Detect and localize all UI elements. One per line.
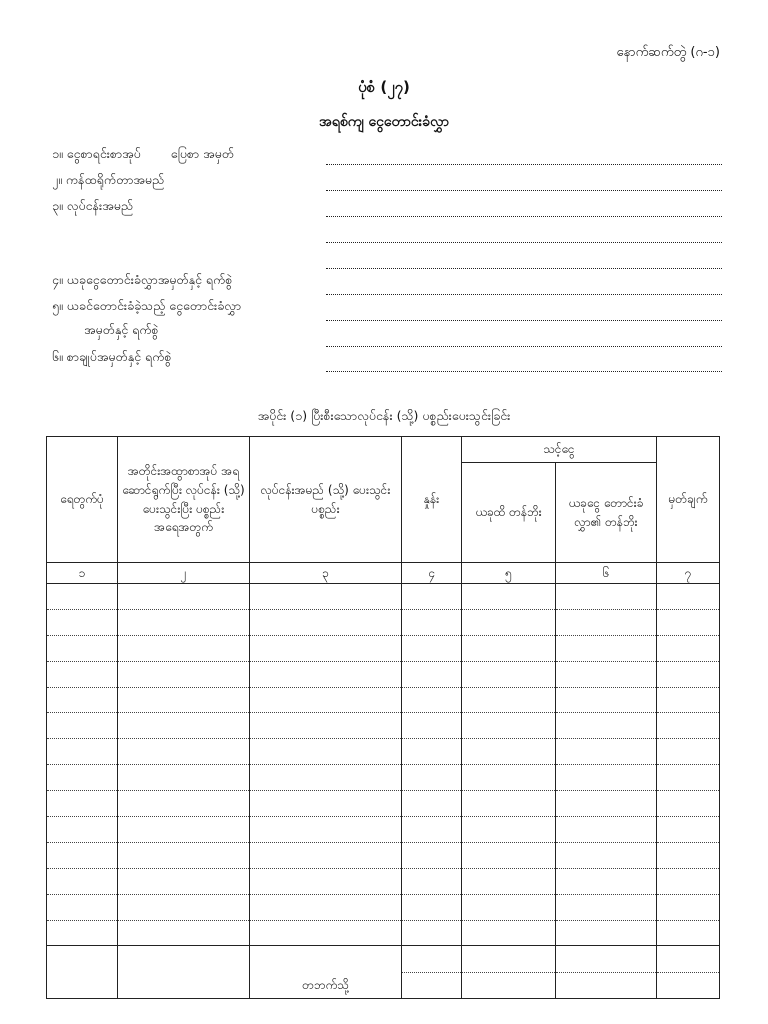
- col-number: ၁: [47, 563, 118, 584]
- table-cell[interactable]: [556, 687, 657, 713]
- bill-table: [46, 436, 720, 999]
- table-cell[interactable]: [47, 894, 118, 920]
- table-cell[interactable]: [47, 868, 118, 894]
- table-cell[interactable]: [250, 791, 402, 817]
- receipt-no-text: ပြေစာ အမှတ်: [170, 146, 234, 161]
- table-cell[interactable]: [657, 687, 720, 713]
- table-cell[interactable]: [47, 609, 118, 635]
- col-header-work-name: လုပ်ငန်းအမည် (သို့) ပေးသွင်းပစ္စည်း: [250, 437, 402, 563]
- table-cell[interactable]: [657, 920, 720, 946]
- table-cell[interactable]: [657, 739, 720, 765]
- table-cell[interactable]: [47, 765, 118, 791]
- table-cell[interactable]: [462, 765, 556, 791]
- field-work-name-line-1[interactable]: [326, 216, 722, 217]
- table-cell[interactable]: [47, 946, 118, 999]
- table-cell[interactable]: [250, 920, 402, 946]
- table-cell[interactable]: [657, 661, 720, 687]
- col-header-rate: နှုန်း: [402, 437, 462, 563]
- table-cell[interactable]: [556, 609, 657, 635]
- table-row: [47, 609, 720, 635]
- table-cell[interactable]: [402, 868, 462, 894]
- table-cell[interactable]: [657, 946, 720, 999]
- table-cell[interactable]: [250, 842, 402, 868]
- table-cell[interactable]: [556, 842, 657, 868]
- table-cell[interactable]: [118, 920, 250, 946]
- field-contractor-line[interactable]: [326, 190, 722, 191]
- table-row: [47, 817, 720, 843]
- table-row: [47, 661, 720, 687]
- table-cell[interactable]: [402, 635, 462, 661]
- table-cell[interactable]: [657, 894, 720, 920]
- table-cell[interactable]: [47, 817, 118, 843]
- table-cell[interactable]: [402, 894, 462, 920]
- table-cell[interactable]: [118, 868, 250, 894]
- table-cell[interactable]: [657, 765, 720, 791]
- form-title: အရစ်ကျ ငွေတောင်းခံလွှာ: [319, 114, 449, 130]
- carry-forward-label: တဘက်သို့: [302, 978, 349, 993]
- table-cell[interactable]: [462, 713, 556, 739]
- table-cell[interactable]: [250, 687, 402, 713]
- part-heading: အပိုင်း (၁) ပြီးစီးသောလုပ်ငန်း (သို့) ပစ္စည်းပေးသွင်းခြင်း: [257, 408, 511, 423]
- col-header-value-this-bill: ယခုငွေ တောင်းခံလွှာ၏ တန်ဘိုး: [556, 463, 657, 563]
- table-cell[interactable]: [657, 791, 720, 817]
- table-cell[interactable]: [657, 842, 720, 868]
- table-cell[interactable]: [657, 817, 720, 843]
- table-cell[interactable]: [118, 661, 250, 687]
- table-cell[interactable]: [47, 713, 118, 739]
- table-cell[interactable]: [250, 765, 402, 791]
- table-cell[interactable]: [250, 584, 402, 610]
- table-cell[interactable]: [118, 791, 250, 817]
- table-cell[interactable]: [402, 609, 462, 635]
- field-work-name-line-2[interactable]: [326, 242, 722, 243]
- col-number: ၇: [657, 563, 720, 584]
- table-row: [47, 894, 720, 920]
- field-previous-bill-label-cont: အမှတ်နှင့် ရက်စွဲ: [84, 322, 159, 337]
- field-current-bill-line[interactable]: [326, 294, 722, 295]
- table-row: [47, 765, 720, 791]
- table-cell[interactable]: [657, 868, 720, 894]
- table-cell[interactable]: [462, 584, 556, 610]
- table-cell[interactable]: [250, 739, 402, 765]
- table-cell: [250, 946, 402, 999]
- table-cell[interactable]: [402, 765, 462, 791]
- table-cell[interactable]: [402, 661, 462, 687]
- table-row: [47, 713, 720, 739]
- col-number: ၃: [250, 563, 402, 584]
- table-row: [47, 687, 720, 713]
- field-work-name-line-3[interactable]: [326, 268, 722, 269]
- field-cashbook-line[interactable]: [326, 164, 722, 165]
- table-cell[interactable]: [462, 868, 556, 894]
- table-cell[interactable]: [250, 661, 402, 687]
- field-previous-bill-label: ၅။ ယခင်တောင်းခံခဲ့သည့် ငွေတောင်းခံလွှာ: [52, 298, 242, 313]
- table-row: [47, 739, 720, 765]
- table-cell[interactable]: [402, 842, 462, 868]
- table-cell[interactable]: [402, 687, 462, 713]
- field-contract-label: ၆။ စာချုပ်အမှတ်နှင့် ရက်စွဲ: [52, 349, 172, 364]
- table-row: [47, 791, 720, 817]
- table-cell[interactable]: [462, 739, 556, 765]
- table-cell[interactable]: [402, 739, 462, 765]
- table-cell[interactable]: [462, 920, 556, 946]
- table-cell[interactable]: [462, 609, 556, 635]
- table-cell[interactable]: [118, 713, 250, 739]
- table-cell[interactable]: [118, 765, 250, 791]
- field-work-name-label: ၃။ လုပ်ငန်းအမည်: [52, 198, 133, 213]
- field-previous-bill-line-2[interactable]: [326, 346, 722, 347]
- col-header-measurement: အတိုင်းအထွာစာအုပ် အရဆောင်ရွက်ပြီး လုပ်ငန်း (သို့) ပေးသွင်းပြီး ပစ္စည်းအရေအတွက်: [118, 437, 250, 563]
- field-contractor-label: ၂။ ကန်ထရိုက်တာအမည်: [52, 172, 165, 187]
- table-cell[interactable]: [556, 584, 657, 610]
- table-cell[interactable]: [556, 661, 657, 687]
- column-number-row: [47, 563, 720, 584]
- col-header-remarks: မှတ်ချက်: [657, 437, 720, 563]
- table-cell[interactable]: [556, 920, 657, 946]
- table-cell[interactable]: [118, 842, 250, 868]
- table-cell[interactable]: [118, 635, 250, 661]
- table-cell[interactable]: [462, 791, 556, 817]
- table-cell[interactable]: [250, 868, 402, 894]
- table-cell[interactable]: [657, 713, 720, 739]
- table-cell[interactable]: [556, 894, 657, 920]
- table-cell[interactable]: [118, 894, 250, 920]
- table-cell[interactable]: [118, 739, 250, 765]
- table-cell[interactable]: [402, 791, 462, 817]
- table-cell[interactable]: [47, 661, 118, 687]
- cashbook-text: ၁။ ငွေစာရင်းစာအုပ်: [52, 146, 141, 161]
- table-cell[interactable]: [556, 791, 657, 817]
- field-contract-line[interactable]: [326, 371, 722, 372]
- table-cell[interactable]: [556, 635, 657, 661]
- table-cell[interactable]: [556, 713, 657, 739]
- table-cell[interactable]: [657, 635, 720, 661]
- table-cell[interactable]: [462, 894, 556, 920]
- table-cell[interactable]: [556, 946, 657, 999]
- table-cell[interactable]: [462, 946, 556, 999]
- table-cell[interactable]: [250, 713, 402, 739]
- col-header-amount: သင့်ငွေ: [462, 437, 657, 463]
- col-header-date: ရေတွက်ပုံ: [47, 437, 118, 563]
- table-cell[interactable]: [657, 584, 720, 610]
- col-number: ၄: [402, 563, 462, 584]
- table-cell[interactable]: [556, 739, 657, 765]
- table-cell[interactable]: [118, 609, 250, 635]
- table-cell[interactable]: [402, 946, 462, 999]
- table-cell[interactable]: [250, 635, 402, 661]
- table-cell[interactable]: [657, 609, 720, 635]
- table-cell[interactable]: [47, 739, 118, 765]
- field-cashbook-label: [52, 146, 234, 165]
- table-cell[interactable]: [402, 584, 462, 610]
- table-cell[interactable]: [47, 635, 118, 661]
- table-cell[interactable]: [556, 868, 657, 894]
- col-number: ၂: [118, 563, 250, 584]
- table-cell[interactable]: [462, 635, 556, 661]
- table-cell[interactable]: [556, 817, 657, 843]
- table-row: [47, 868, 720, 894]
- table-cell[interactable]: [47, 920, 118, 946]
- carry-forward-row: [47, 946, 720, 999]
- table-cell[interactable]: [47, 584, 118, 610]
- table-cell[interactable]: [462, 661, 556, 687]
- col-number: ၆: [556, 563, 657, 584]
- field-current-bill-label: ၄။ ယခုငွေတောင်းခံလွှာအမှတ်နှင့် ရက်စွဲ: [52, 272, 233, 287]
- form-number: ပုံစံ (၂၇): [358, 78, 410, 96]
- table-cell[interactable]: [118, 817, 250, 843]
- table-cell[interactable]: [462, 687, 556, 713]
- table-cell[interactable]: [462, 842, 556, 868]
- table-cell[interactable]: [250, 894, 402, 920]
- table-cell[interactable]: [402, 713, 462, 739]
- table-cell[interactable]: [402, 817, 462, 843]
- table-cell[interactable]: [402, 920, 462, 946]
- table-cell[interactable]: [118, 687, 250, 713]
- table-row: [47, 842, 720, 868]
- table-cell[interactable]: [250, 817, 402, 843]
- field-previous-bill-line[interactable]: [326, 320, 722, 321]
- col-header-value-to-date: ယခုထိ တန်ဘိုး: [462, 463, 556, 563]
- table-cell[interactable]: [462, 817, 556, 843]
- table-cell[interactable]: [556, 765, 657, 791]
- table-cell[interactable]: [47, 842, 118, 868]
- table-cell[interactable]: [47, 791, 118, 817]
- col-number: ၅: [462, 563, 556, 584]
- table-cell[interactable]: [47, 687, 118, 713]
- table-cell[interactable]: [118, 946, 250, 999]
- table-row: [47, 920, 720, 946]
- annex-label: နောက်ဆက်တွဲ (ဂ-၁): [616, 45, 720, 60]
- table-cell[interactable]: [250, 609, 402, 635]
- table-cell[interactable]: [118, 584, 250, 610]
- table-row: [47, 635, 720, 661]
- table-row: [47, 584, 720, 610]
